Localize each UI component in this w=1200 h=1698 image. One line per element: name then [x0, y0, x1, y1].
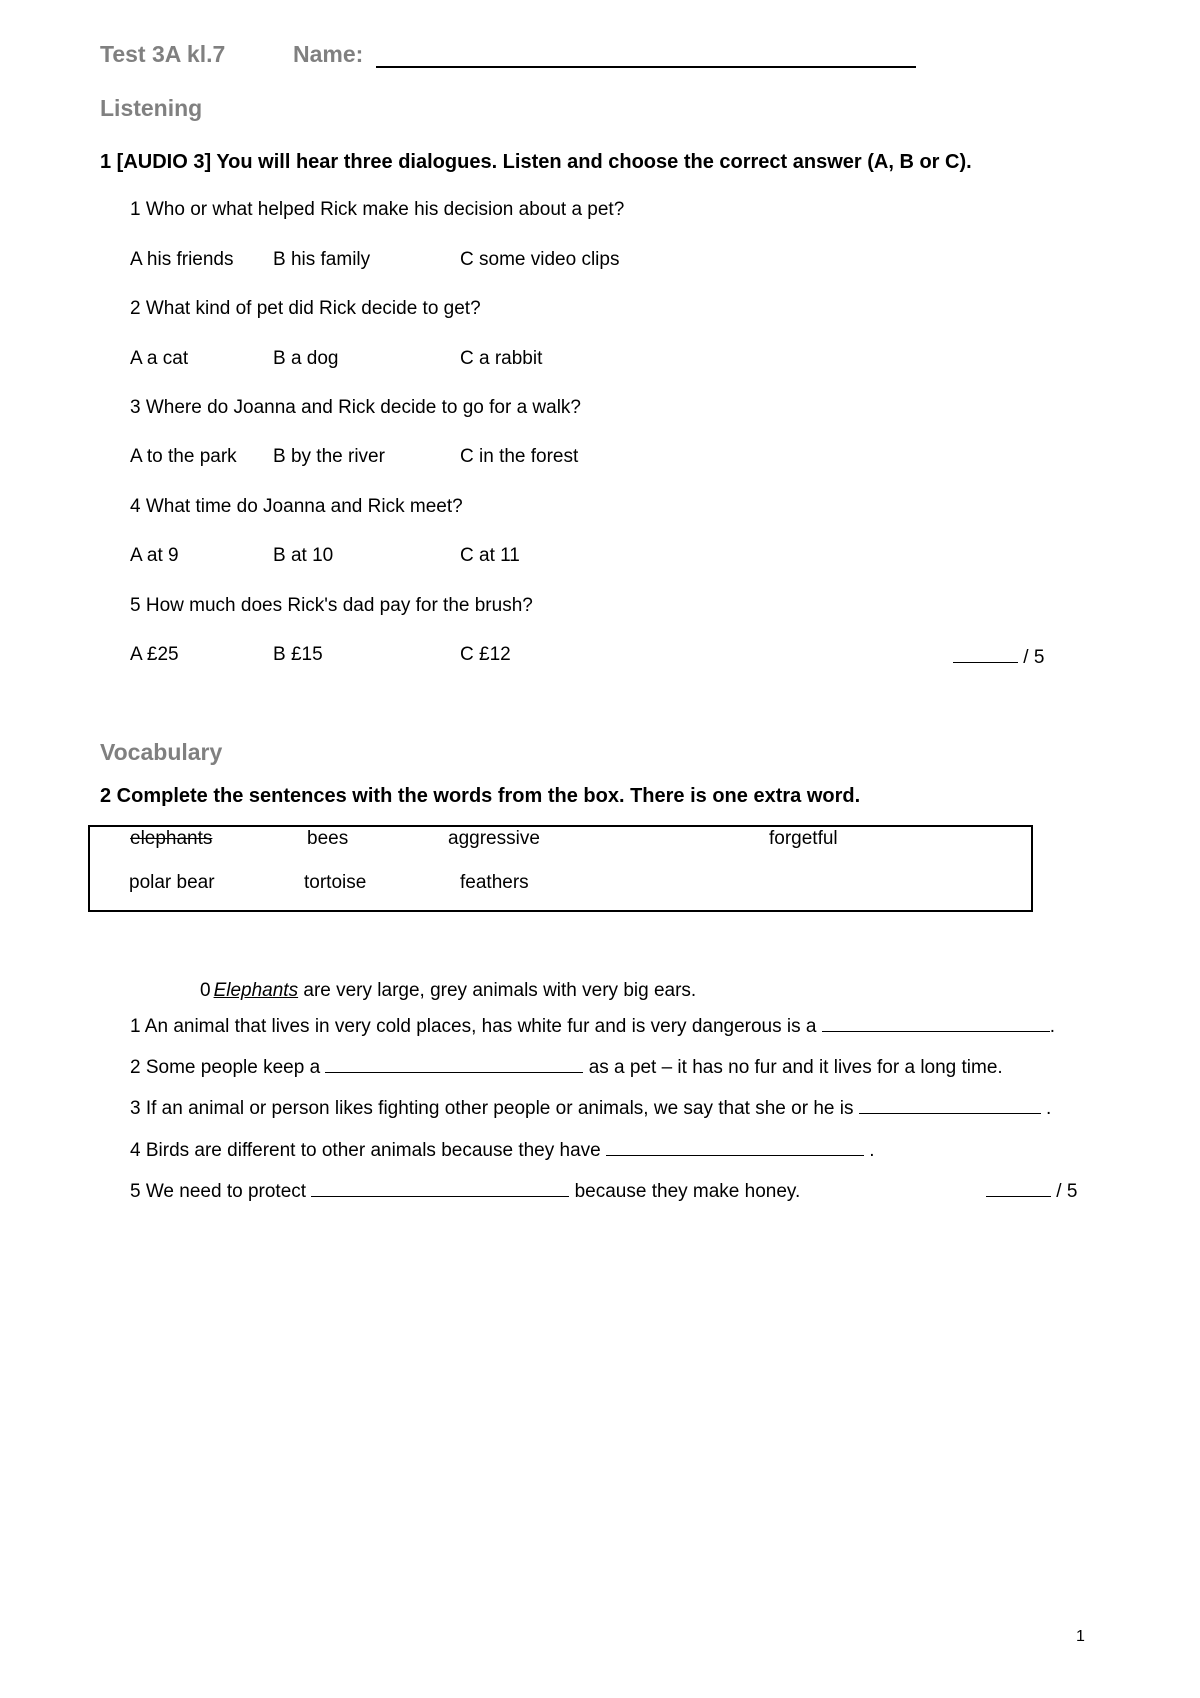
question-text: 1 Who or what helped Rick make his decision about a pet? — [130, 199, 625, 220]
option-b[interactable]: B £15 — [273, 644, 323, 665]
word-item: feathers — [460, 872, 529, 893]
vocabulary-heading: Vocabulary — [100, 739, 223, 765]
word-box — [88, 825, 1033, 912]
answer-blank[interactable] — [606, 1137, 864, 1156]
option-b[interactable]: B a dog — [273, 348, 339, 369]
option-a[interactable]: A his friends — [130, 249, 234, 270]
sentence-5 — [130, 1178, 800, 1203]
question-text: 2 What kind of pet did Rick decide to get? — [130, 298, 481, 319]
word-item-used: elephants — [130, 828, 213, 849]
listening-instruction: 1 [AUDIO 3] You will hear three dialogues. Listen and choose the correct answer (A, B or C). — [100, 151, 972, 173]
sentence-text: 3 If an animal or person likes fighting other people or animals, we say that she or he is — [130, 1098, 859, 1119]
word-item: tortoise — [304, 872, 367, 893]
test-title: Test 3A kl.7 — [100, 41, 226, 67]
vocabulary-instruction: 2 Complete the sentences with the words from the box. There is one extra word. — [100, 785, 861, 807]
sentence-2 — [130, 1054, 1003, 1079]
sentence-text: 1 An animal that lives in very cold places, has white fur and is very dangerous is a — [130, 1016, 822, 1037]
score-blank[interactable] — [953, 644, 1018, 663]
listening-score — [953, 644, 1044, 669]
sentence-end: as a pet – it has no fur and it lives for a long time. — [583, 1057, 1003, 1078]
name-label: Name: — [293, 41, 364, 67]
question-text: 3 Where do Joanna and Rick decide to go for a walk? — [130, 397, 581, 418]
option-a[interactable]: A at 9 — [130, 545, 179, 566]
score-total: / 5 — [1023, 647, 1045, 668]
word-item: forgetful — [769, 828, 838, 849]
vocabulary-score — [986, 1178, 1077, 1203]
page-number: 1 — [1076, 1628, 1085, 1645]
option-a[interactable]: A to the park — [130, 446, 237, 467]
sentence-text: 5 We need to protect — [130, 1181, 312, 1202]
answer-blank[interactable] — [325, 1054, 583, 1073]
word-item: bees — [307, 828, 349, 849]
option-b[interactable]: B at 10 — [273, 545, 334, 566]
option-a[interactable]: A £25 — [130, 644, 179, 665]
sentence-4 — [130, 1137, 875, 1162]
example-sentence — [200, 980, 696, 1002]
name-field[interactable] — [376, 46, 916, 68]
word-item: aggressive — [448, 828, 540, 849]
sentence-text: 2 Some people keep a — [130, 1057, 326, 1078]
option-b[interactable]: B by the river — [273, 446, 385, 467]
example-answer: Elephants — [213, 980, 299, 1001]
sentence-3 — [130, 1095, 1051, 1120]
answer-blank[interactable] — [822, 1013, 1050, 1032]
answer-blank[interactable] — [859, 1095, 1041, 1114]
sentence-text: 4 Birds are different to other animals because they have — [130, 1140, 606, 1161]
option-c[interactable]: C £12 — [460, 644, 511, 665]
sentence-1 — [130, 1013, 1055, 1038]
option-c[interactable]: C in the forest — [460, 446, 579, 467]
score-blank[interactable] — [986, 1178, 1051, 1197]
option-c[interactable]: C some video clips — [460, 249, 620, 270]
option-b[interactable]: B his family — [273, 249, 371, 270]
listening-heading: Listening — [100, 95, 203, 121]
score-total: / 5 — [1056, 1181, 1078, 1202]
option-c[interactable]: C a rabbit — [460, 348, 543, 369]
question-text: 5 How much does Rick's dad pay for the brush? — [130, 595, 533, 616]
sentence-end: because they make honey. — [569, 1181, 801, 1202]
option-a[interactable]: A a cat — [130, 348, 189, 369]
word-item: polar bear — [129, 872, 215, 893]
sentence-end: . — [1049, 1016, 1056, 1037]
sentence-end: . — [863, 1140, 875, 1161]
option-c[interactable]: C at 11 — [460, 545, 520, 566]
example-rest: are very large, grey animals with very big ears. — [298, 980, 697, 1001]
example-number: 0 — [200, 980, 211, 1001]
question-text: 4 What time do Joanna and Rick meet? — [130, 496, 463, 517]
sentence-end: . — [1040, 1098, 1052, 1119]
answer-blank[interactable] — [311, 1178, 569, 1197]
